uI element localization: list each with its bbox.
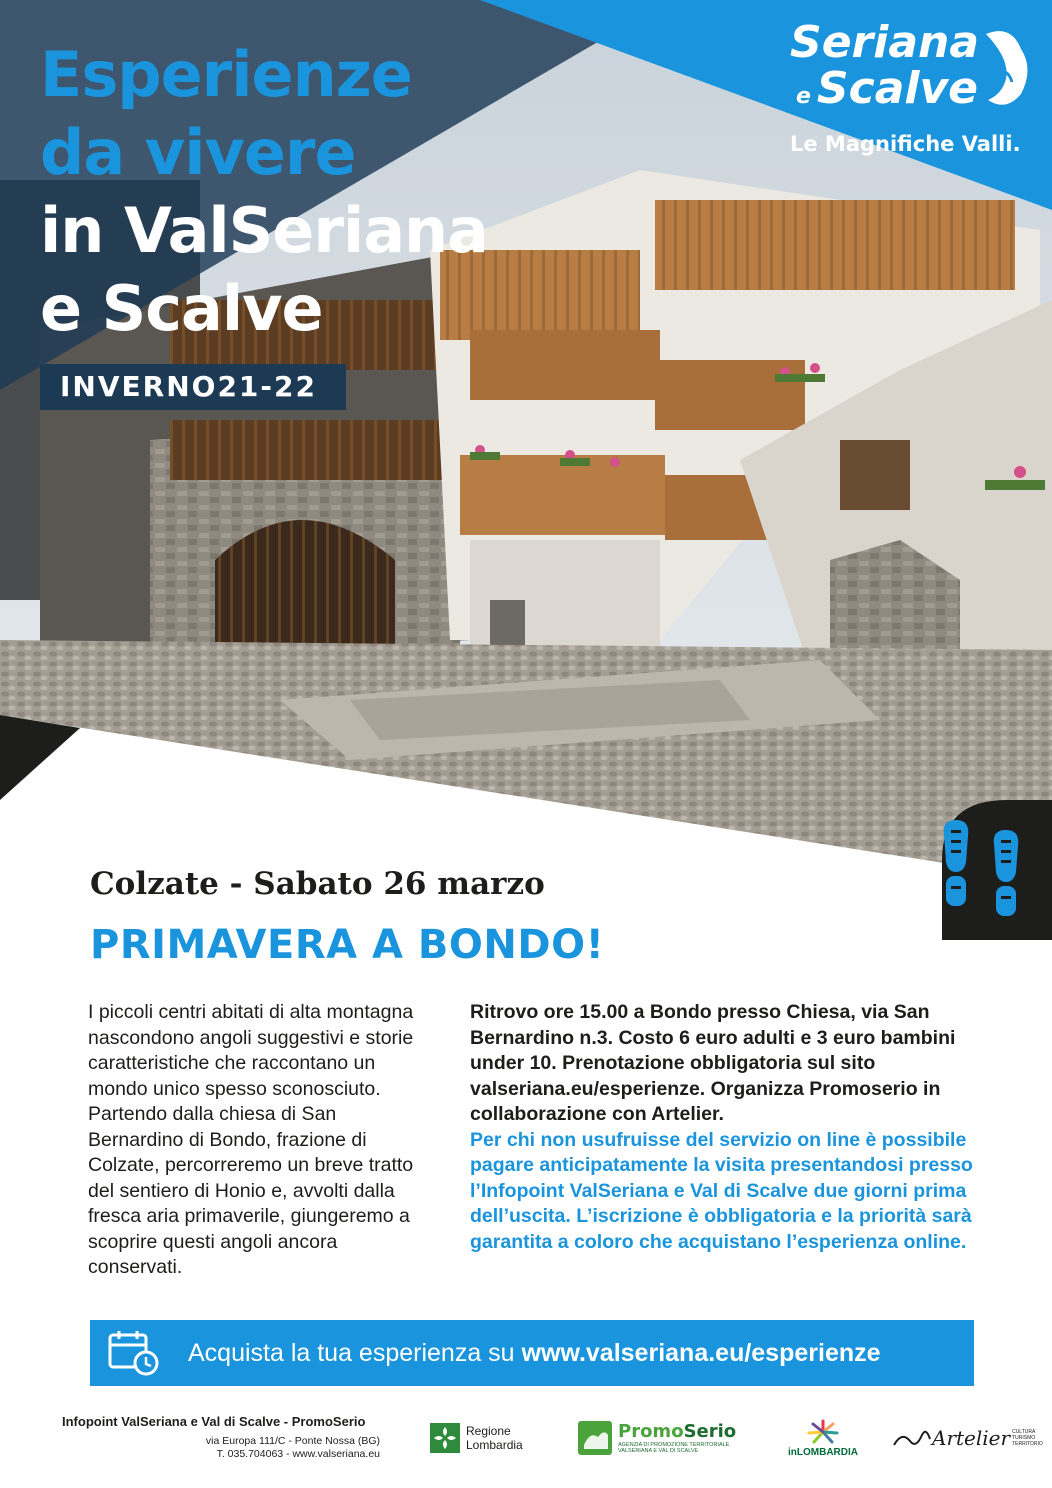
purchase-link[interactable]: www.valseriana.eu/esperienze <box>521 1338 881 1367</box>
promoserio-desc: AGENZIA DI PROMOZIONE TERRITORIALE VALSERIANA E VAL DI SCALVE <box>618 1441 730 1454</box>
artelier-desc: CULTURA TURISMO TERRITORIO <box>1012 1429 1043 1447</box>
title-line-2: da vivere <box>40 116 356 189</box>
purchase-banner[interactable] <box>90 1320 974 1386</box>
season-label: INVERNO <box>60 370 218 403</box>
season-years: 21-22 <box>217 370 318 403</box>
event-details <box>470 1000 990 1255</box>
calendar-clock-icon <box>106 1329 162 1377</box>
promoserio-icon <box>578 1421 612 1455</box>
logo-line-2-text: Scalve <box>816 63 978 114</box>
logo-tagline: Le Magnifiche Valli. <box>790 132 1021 156</box>
footer-org: Infopoint ValSeriana e Val di Scalve - PromoSerio <box>62 1414 366 1429</box>
logo-line-1: Seriana <box>790 17 980 68</box>
inlombardia-icon <box>806 1419 840 1445</box>
title-line-1: Esperienze <box>40 38 412 111</box>
artelier-name: Artelier <box>932 1426 1011 1450</box>
main-title <box>40 36 488 348</box>
footer-contact: T. 035.704063 - www.valseriana.eu <box>216 1448 380 1460</box>
event-description: I piccoli centri abitati di alta montagna nascondono angoli suggestivi e storie caratteristiche che raccontano un mondo unico spesso sconosciuto. Partendo dalla chiesa di San Bernardino di Bondo, frazione di Colzate, percorreremo un breve tratto del sentiero di Honio e, avvolti dalla fresca aria primaverile, giungeremo a scoprire questi angoli ancora conservati. <box>88 1001 414 1278</box>
promoserio-name <box>618 1422 738 1442</box>
inlombardia-label: inLOMBARDIA <box>788 1446 858 1458</box>
logo-connector: e <box>796 84 811 109</box>
season-badge <box>40 364 346 410</box>
event-notice: Per chi non usufruisse del servizio on line è possibile pagare anticipatamente la visita presentandosi presso l’Infopoint ValSeriana e Val di Scalve due giorni prima dell’uscita. L’iscrizione è obbligatoria e la priorità sarà garantita a coloro che acquistano l’esperienza online. <box>470 1128 973 1253</box>
regione-lombardia-icon <box>430 1423 460 1453</box>
event-place-date: Colzate - Sabato 26 marzo <box>90 866 545 902</box>
partner-promoserio <box>578 1414 738 1462</box>
title-line-4: e Scalve <box>40 272 323 345</box>
event-title: PRIMAVERA A BONDO! <box>90 922 605 968</box>
mountain-goat-icon <box>966 24 1036 114</box>
promo-name-b: Serio <box>683 1420 737 1442</box>
artelier-icon <box>892 1423 932 1453</box>
footprints-icon <box>922 800 1052 940</box>
title-line-3: in ValSeriana <box>40 194 489 267</box>
regione-label: Regione Lombardia <box>466 1424 523 1452</box>
partner-artelier <box>892 1414 1043 1462</box>
purchase-text <box>188 1339 881 1368</box>
footer-address: via Europa 111/C - Ponte Nossa (BG) <box>205 1435 380 1447</box>
purchase-label: Acquista la tua esperienza su <box>188 1338 515 1367</box>
promo-name-a: Promo <box>618 1420 684 1442</box>
brand-logo <box>790 17 1040 156</box>
partner-inlombardia <box>788 1414 858 1462</box>
partner-regione-lombardia <box>430 1414 523 1462</box>
footer-info <box>62 1414 392 1461</box>
event-details-text: Ritrovo ore 15.00 a Bondo presso Chiesa, via San Bernardino n.3. Costo 6 euro adulti e 3 euro bambini under 10. Prenotazione obbligatoria sul sito valseriana.eu/esperienze. Organizza Promoserio in collaborazione con Artelier. <box>470 1001 956 1125</box>
